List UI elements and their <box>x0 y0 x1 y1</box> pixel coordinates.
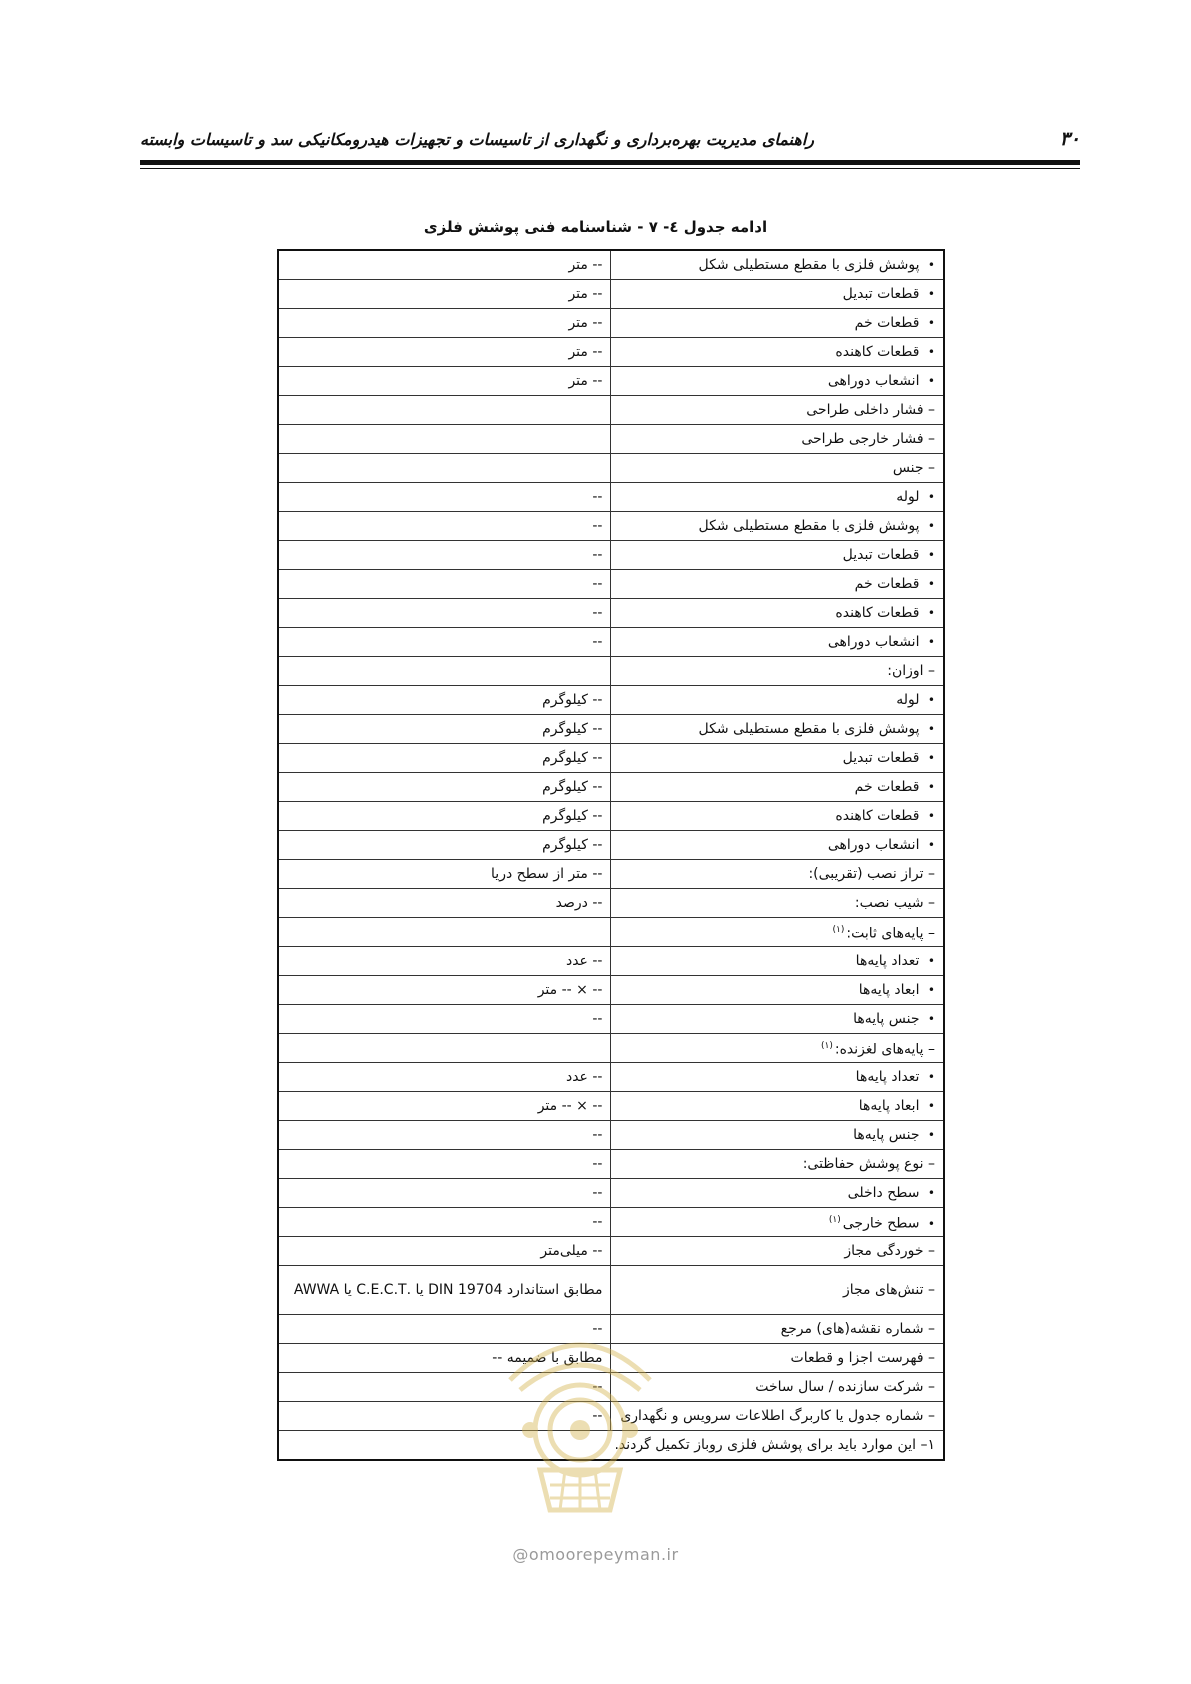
row-value: -- <box>278 1005 611 1034</box>
table-row <box>278 802 944 831</box>
row-label: شیب نصب: <box>854 895 924 911</box>
bullet-icon: • <box>927 954 935 968</box>
row-label: قطعات کاهنده <box>835 344 920 360</box>
row-label: جنس <box>892 460 924 476</box>
row-label-cell <box>611 483 944 512</box>
row-label-cell <box>611 686 944 715</box>
row-value: -- کیلوگرم <box>278 744 611 773</box>
footnote-marker: (۱) <box>821 1041 833 1052</box>
footnote-text: ۱– این موارد باید برای پوشش فلزی روباز تکمیل گردند. <box>278 1431 944 1461</box>
header-rule-thick <box>140 160 1080 165</box>
bullet-icon: • <box>927 258 935 272</box>
bullet-icon: • <box>927 983 935 997</box>
row-label-cell <box>611 918 944 947</box>
row-label: نوع پوشش حفاظتی: <box>802 1156 924 1172</box>
row-label-cell <box>611 657 944 686</box>
row-label: شرکت سازنده / سال ساخت <box>755 1379 924 1395</box>
table-row <box>278 1150 944 1179</box>
bullet-icon: • <box>927 1070 935 1084</box>
table-row <box>278 599 944 628</box>
row-value: -- <box>278 628 611 657</box>
table-row <box>278 1208 944 1237</box>
row-label-cell <box>611 396 944 425</box>
row-label: قطعات تبدیل <box>842 750 920 766</box>
page-header <box>140 128 1080 164</box>
bullet-icon: • <box>927 809 935 823</box>
bullet-icon: • <box>927 1012 935 1026</box>
table-row <box>278 483 944 512</box>
table-row <box>278 338 944 367</box>
dash-marker: – <box>928 460 935 476</box>
bullet-icon: • <box>927 548 935 562</box>
page-number: ۳۰ <box>1059 128 1080 150</box>
dash-marker: – <box>928 1350 935 1366</box>
row-label: خوردگی مجاز <box>844 1243 924 1259</box>
row-value: -- متر <box>278 280 611 309</box>
bullet-icon: • <box>927 722 935 736</box>
row-label-cell <box>611 1315 944 1344</box>
row-value: -- کیلوگرم <box>278 831 611 860</box>
row-value: -- <box>278 1121 611 1150</box>
row-label-cell <box>611 802 944 831</box>
row-label: انشعاب دوراهی <box>827 634 920 650</box>
row-label-cell <box>611 744 944 773</box>
table-row <box>278 396 944 425</box>
row-label-cell <box>611 338 944 367</box>
row-label-cell <box>611 1402 944 1431</box>
row-label: قطعات کاهنده <box>835 605 920 621</box>
row-label-cell <box>611 570 944 599</box>
row-value: مطابق استاندارد DIN 19704 یا .C.E.C.T یا AWWA <box>278 1266 611 1315</box>
spec-table <box>277 249 945 1461</box>
dash-marker: – <box>928 402 935 418</box>
row-label: انشعاب دوراهی <box>827 373 920 389</box>
table-row <box>278 454 944 483</box>
row-label: فهرست اجزا و قطعات <box>790 1350 924 1366</box>
table-title: ادامه جدول ٤- ۷ - شناسنامه فنی پوشش فلزی <box>423 218 768 236</box>
row-label: فشار داخلی طراحی <box>806 402 924 418</box>
row-label: تراز نصب (تقریبی): <box>808 866 924 882</box>
row-value: -- <box>278 1150 611 1179</box>
row-label: پایه‌های ثابت: <box>846 925 924 942</box>
table-row <box>278 976 944 1005</box>
row-label: شماره جدول یا کاربرگ اطلاعات سرویس و نگهداری <box>620 1408 924 1424</box>
site-watermark-text: @omoorepeyman.ir <box>512 1545 679 1564</box>
row-label-cell <box>611 889 944 918</box>
row-value: -- × -- متر <box>278 1092 611 1121</box>
row-value: -- متر <box>278 309 611 338</box>
row-label: تعداد پایه‌ها <box>855 953 920 969</box>
row-value: -- <box>278 1402 611 1431</box>
row-label-cell <box>611 831 944 860</box>
dash-marker: – <box>928 895 935 911</box>
dash-marker: – <box>928 1282 935 1298</box>
bullet-icon: • <box>927 635 935 649</box>
row-value: -- <box>278 570 611 599</box>
table-row <box>278 1179 944 1208</box>
row-label-cell <box>611 1208 944 1237</box>
row-label-cell <box>611 715 944 744</box>
table-row <box>278 1373 944 1402</box>
row-label-cell <box>611 1344 944 1373</box>
row-label: ابعاد پایه‌ها <box>858 1098 920 1114</box>
footnote-marker: (۱) <box>832 925 845 936</box>
row-label-cell <box>611 1121 944 1150</box>
table-row <box>278 1121 944 1150</box>
bullet-icon: • <box>927 577 935 591</box>
table-row <box>278 889 944 918</box>
bullet-icon: • <box>927 751 935 765</box>
bullet-icon: • <box>927 838 935 852</box>
table-row <box>278 1344 944 1373</box>
row-label-cell <box>611 1005 944 1034</box>
bullet-icon: • <box>927 490 935 504</box>
table-row <box>278 280 944 309</box>
footnote-row <box>278 1431 944 1461</box>
table-row <box>278 1237 944 1266</box>
row-value <box>278 1034 611 1063</box>
row-label: قطعات کاهنده <box>835 808 920 824</box>
row-label-cell <box>611 1266 944 1315</box>
row-label-cell <box>611 541 944 570</box>
row-value: -- کیلوگرم <box>278 686 611 715</box>
table-row <box>278 570 944 599</box>
row-label-cell <box>611 367 944 396</box>
dash-marker: – <box>928 1041 935 1058</box>
bullet-icon: • <box>927 316 935 330</box>
row-label-cell <box>611 1179 944 1208</box>
row-value: -- <box>278 512 611 541</box>
row-value <box>278 396 611 425</box>
row-label: قطعات خم <box>854 779 920 795</box>
table-row <box>278 1063 944 1092</box>
dash-marker: – <box>928 925 935 942</box>
row-value <box>278 454 611 483</box>
row-value: -- <box>278 599 611 628</box>
table-row <box>278 1005 944 1034</box>
row-value: -- کیلوگرم <box>278 715 611 744</box>
header-rule-thin <box>140 168 1080 169</box>
row-label-cell <box>611 454 944 483</box>
row-value <box>278 425 611 454</box>
bullet-icon: • <box>927 519 935 533</box>
table-row <box>278 367 944 396</box>
table-row <box>278 715 944 744</box>
row-label: قطعات خم <box>854 576 920 592</box>
row-value: -- میلی‌متر <box>278 1237 611 1266</box>
table-row <box>278 686 944 715</box>
table-row <box>278 860 944 889</box>
row-value: -- متر <box>278 367 611 396</box>
table-row <box>278 1315 944 1344</box>
row-label: ابعاد پایه‌ها <box>858 982 920 998</box>
row-label-cell <box>611 250 944 280</box>
row-value: -- عدد <box>278 1063 611 1092</box>
row-value: -- درصد <box>278 889 611 918</box>
row-label: سطح داخلی <box>847 1185 920 1201</box>
bullet-icon: • <box>927 1099 935 1113</box>
row-label-cell <box>611 860 944 889</box>
row-label-cell <box>611 280 944 309</box>
dash-marker: – <box>928 1156 935 1172</box>
row-value: -- <box>278 1373 611 1402</box>
row-value: -- متر <box>278 338 611 367</box>
table-row <box>278 1266 944 1315</box>
row-label-cell <box>611 512 944 541</box>
table-row <box>278 512 944 541</box>
running-title: راهنمای مدیریت بهره‌برداری و نگهداری از تاسیسات و تجهیزات هیدرومکانیکی سد و تاسیسات وابسته <box>140 130 814 149</box>
row-value: -- <box>278 1179 611 1208</box>
row-label: فشار خارجی طراحی <box>801 431 924 447</box>
row-label-cell <box>611 309 944 338</box>
row-label: اوزان: <box>887 663 924 679</box>
table-row <box>278 1034 944 1063</box>
table-row <box>278 628 944 657</box>
table-row <box>278 250 944 280</box>
row-value: -- × -- متر <box>278 976 611 1005</box>
footnote-marker: (۱) <box>828 1215 841 1226</box>
row-value: -- کیلوگرم <box>278 802 611 831</box>
dash-marker: – <box>928 1408 935 1424</box>
dash-marker: – <box>928 663 935 679</box>
row-label: شماره نقشه(های) مرجع <box>780 1321 924 1337</box>
row-label-cell <box>611 1150 944 1179</box>
bullet-icon: • <box>927 780 935 794</box>
row-label: انشعاب دوراهی <box>827 837 920 853</box>
row-label: لوله <box>896 489 920 505</box>
row-label: قطعات تبدیل <box>842 286 920 302</box>
table-row <box>278 657 944 686</box>
table-row <box>278 744 944 773</box>
table-row <box>278 541 944 570</box>
bullet-icon: • <box>927 1128 935 1142</box>
row-value: -- <box>278 1315 611 1344</box>
bullet-icon: • <box>927 1186 935 1200</box>
row-label-cell <box>611 1063 944 1092</box>
dash-marker: – <box>928 866 935 882</box>
row-value: -- کیلوگرم <box>278 773 611 802</box>
row-label-cell <box>611 628 944 657</box>
row-label-cell <box>611 1237 944 1266</box>
row-value: مطابق با ضمیمه -- <box>278 1344 611 1373</box>
row-value: -- <box>278 1208 611 1237</box>
table-row <box>278 918 944 947</box>
table-row <box>278 773 944 802</box>
row-label-cell <box>611 425 944 454</box>
dash-marker: – <box>928 431 935 447</box>
row-label: لوله <box>896 692 920 708</box>
dash-marker: – <box>928 1321 935 1337</box>
row-value: -- متر از سطح دریا <box>278 860 611 889</box>
row-label: جنس پایه‌ها <box>853 1127 920 1143</box>
row-label: پایه‌های لغزنده: <box>834 1041 924 1058</box>
row-value <box>278 918 611 947</box>
spec-table-body <box>278 250 944 1460</box>
table-row <box>278 1402 944 1431</box>
row-value: -- متر <box>278 250 611 280</box>
row-value: -- <box>278 541 611 570</box>
bullet-icon: • <box>927 345 935 359</box>
row-label: قطعات خم <box>854 315 920 331</box>
row-label-cell <box>611 1373 944 1402</box>
row-value: -- <box>278 483 611 512</box>
row-label: تعداد پایه‌ها <box>855 1069 920 1085</box>
dash-marker: – <box>928 1243 935 1259</box>
row-label-cell <box>611 599 944 628</box>
row-label: پوشش فلزی با مقطع مستطیلی شکل <box>698 518 920 534</box>
bullet-icon: • <box>927 287 935 301</box>
row-label: تنش‌های مجاز <box>842 1282 924 1298</box>
row-label: جنس پایه‌ها <box>853 1011 920 1027</box>
row-label-cell <box>611 773 944 802</box>
bullet-icon: • <box>927 374 935 388</box>
row-label: قطعات تبدیل <box>842 547 920 563</box>
row-value: -- عدد <box>278 947 611 976</box>
bullet-icon: • <box>927 606 935 620</box>
row-label-cell <box>611 1034 944 1063</box>
row-label: پوشش فلزی با مقطع مستطیلی شکل <box>698 721 920 737</box>
row-label: پوشش فلزی با مقطع مستطیلی شکل <box>698 257 920 273</box>
row-label-cell <box>611 947 944 976</box>
dash-marker: – <box>928 1379 935 1395</box>
table-row <box>278 309 944 338</box>
row-label: سطح خارجی <box>842 1215 920 1232</box>
table-row <box>278 425 944 454</box>
row-value <box>278 657 611 686</box>
row-label-cell <box>611 1092 944 1121</box>
row-label-cell <box>611 976 944 1005</box>
bullet-icon: • <box>927 1216 935 1231</box>
bullet-icon: • <box>927 693 935 707</box>
table-row <box>278 831 944 860</box>
table-row <box>278 947 944 976</box>
table-row <box>278 1092 944 1121</box>
